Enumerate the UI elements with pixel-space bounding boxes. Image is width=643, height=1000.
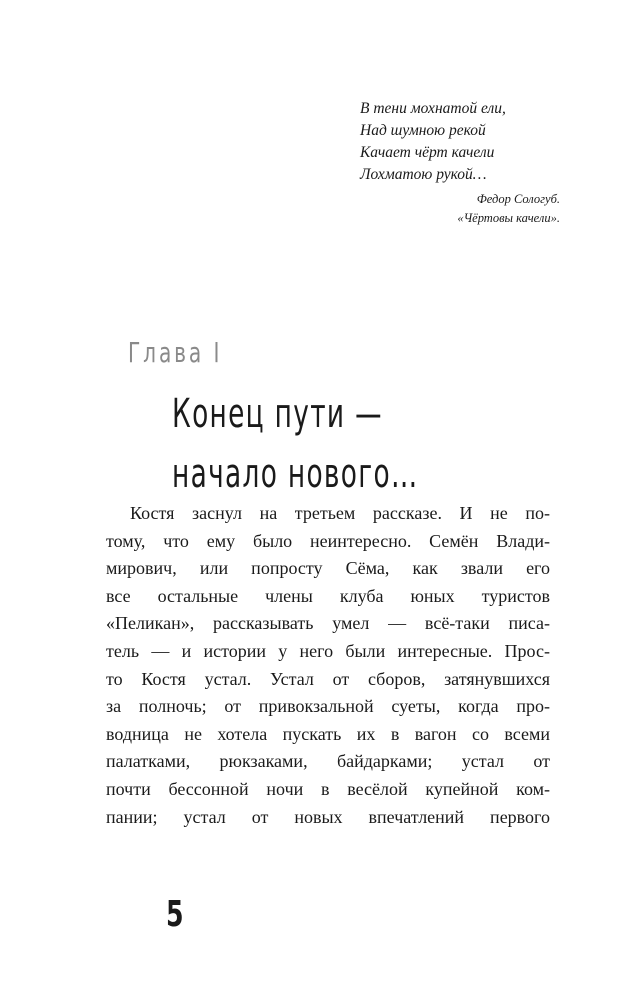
body-line: «Пеликан», рассказывать умел — всё-таки писа-	[106, 613, 550, 634]
epigraph-author: Федор Сологуб.	[476, 192, 560, 206]
body-line: то Костя устал. Устал от сборов, затянувшихся	[106, 668, 550, 689]
body-line: Костя заснул на третьем рассказе. И не по-	[130, 503, 550, 523]
epigraph-source: «Чёртовы качели».	[457, 211, 560, 225]
epigraph-line: Над шумною рекой	[360, 122, 486, 139]
body-text	[106, 500, 550, 831]
body-line: пании; устал от новых впечатлений первого	[106, 806, 550, 827]
epigraph-line: Лохматою рукой…	[360, 166, 487, 183]
body-line: палатками, рюкзаками, байдарками; устал от	[106, 751, 550, 772]
page-number: 5	[166, 894, 184, 935]
body-line: тому, что ему было неинтересно. Семён Влади-	[106, 530, 550, 551]
body-line: все остальные члены клуба юных туристов	[106, 585, 550, 606]
epigraph-line: В тени мохнатой ели,	[360, 100, 506, 117]
epigraph-line: Качает чёрт качели	[360, 144, 495, 161]
chapter-label: Глава I	[128, 336, 223, 369]
body-line: водница не хотела пускать их в вагон со всеми	[106, 723, 550, 744]
chapter-title-line: Конец пути —	[172, 391, 383, 437]
epigraph	[360, 98, 560, 228]
body-line: мирович, или попросту Сёма, как звали его	[106, 558, 550, 579]
chapter-title-line: начало нового…	[172, 451, 419, 497]
body-line: почти бессонной ночи в весёлой купейной ком-	[106, 778, 550, 799]
body-line: за полночь; от привокзальной суеты, когда про-	[106, 696, 550, 717]
chapter-title	[172, 384, 419, 504]
body-line: тель — и истории у него были интересные. Прос-	[106, 640, 550, 661]
